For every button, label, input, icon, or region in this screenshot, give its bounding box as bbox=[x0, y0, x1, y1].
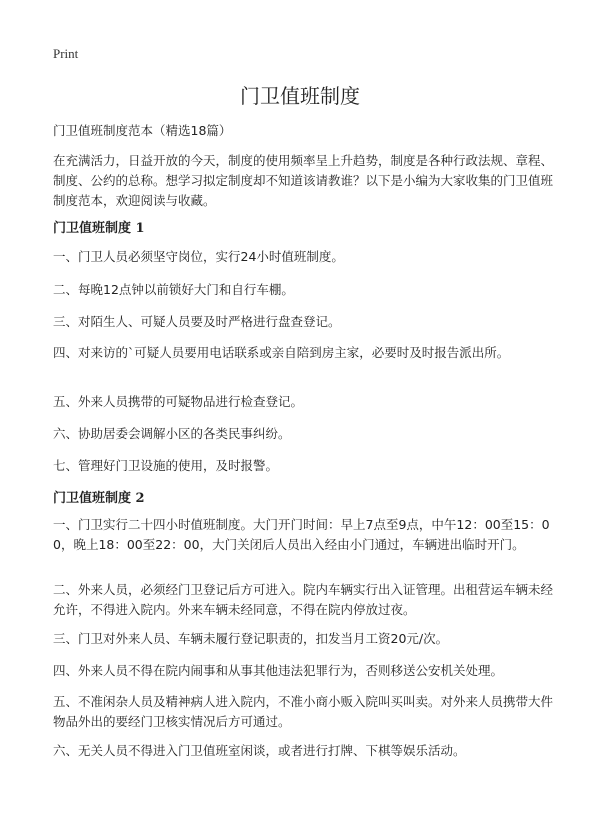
rule-item: 一、门卫实行二十四小时值班制度。大门开门时间：早上7点至9点，中午12：00至15：00，晚上18：00至22：00，大门关闭后人员出入经由小门通过，车辆进出临时开门。 bbox=[53, 517, 550, 552]
rule-item: 五、不准闲杂人员及精神病人进入院内，不准小商小贩入院叫买叫卖。对外来人员携带大件物品外出的要经门卫核实情况后方可通过。 bbox=[53, 694, 554, 729]
rule-item: 一、门卫人员必须坚守岗位，实行24小时值班制度。 bbox=[53, 249, 344, 264]
rule-item: 二、每晚12点钟以前锁好大门和自行车棚。 bbox=[53, 282, 294, 297]
rule-item: 六、无关人员不得进入门卫值班室闲谈，或者进行打牌、下棋等娱乐活动。 bbox=[53, 743, 466, 758]
rule-item: 四、对来访的`可疑人员要用电话联系或亲自陪到房主家，必要时及时报告派出所。 bbox=[53, 345, 510, 360]
rule-item: 七、管理好门卫设施的使用，及时报警。 bbox=[53, 458, 279, 473]
rule-item: 四、外来人员不得在院内闹事和从事其他违法犯罪行为，否则移送公安机关处理。 bbox=[53, 663, 504, 678]
rule-item: 二、外来人员，必须经门卫登记后方可进入。院内车辆实行出入证管理。出租营运车辆未经允许，不得进入院内。外来车辆未经同意，不得在院内停放过夜。 bbox=[53, 582, 554, 617]
section-heading-1: 门卫值班制度 1 bbox=[53, 221, 145, 236]
rule-item: 三、对陌生人、可疑人员要及时严格进行盘查登记。 bbox=[53, 314, 341, 329]
document-subtitle: 门卫值班制度范本（精选18篇） bbox=[53, 123, 232, 138]
rule-item: 三、门卫对外来人员、车辆未履行登记职责的，扣发当月工资20元/次。 bbox=[53, 631, 449, 646]
rule-item: 六、协助居委会调解小区的各类民事纠纷。 bbox=[53, 426, 291, 441]
intro-paragraph: 在充满活力，日益开放的今天，制度的使用频率呈上升趋势，制度是各种行政法规、章程、制度、公约的总称。想学习拟定制度却不知道该请教谁？以下是小编为大家收集的门卫值班制度范本，欢迎阅读与收藏。 bbox=[53, 153, 554, 208]
print-link[interactable]: Print bbox=[53, 46, 79, 61]
rule-item: 五、外来人员携带的可疑物品进行检查登记。 bbox=[53, 394, 304, 409]
document-title: 门卫值班制度 bbox=[240, 84, 360, 108]
section-heading-2: 门卫值班制度 2 bbox=[53, 491, 145, 506]
